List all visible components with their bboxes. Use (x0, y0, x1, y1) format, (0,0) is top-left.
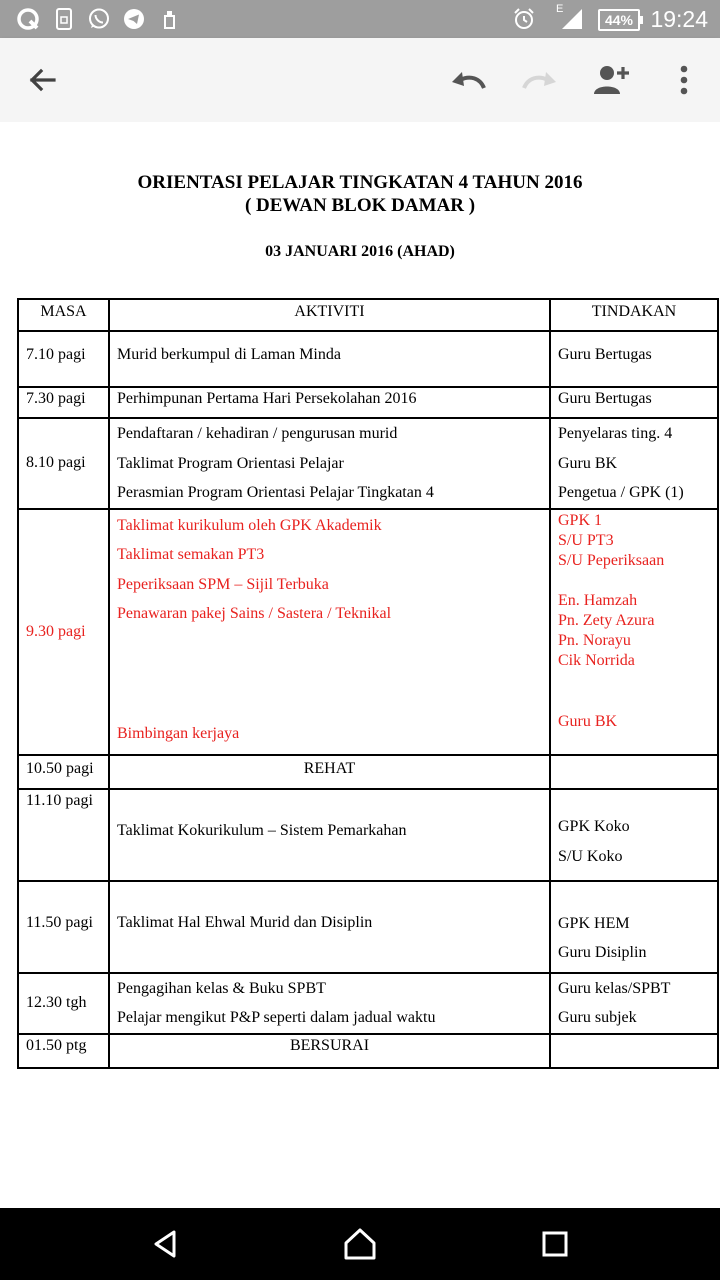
aktiviti-line: Pelajar mengikut P&P seperti dalam jadual waktu (117, 1009, 436, 1026)
table-row (18, 331, 718, 387)
tindakan-line: S/U Peperiksaan (558, 551, 665, 569)
aktiviti-cell (109, 755, 550, 789)
masa-cell: 7.30 pagi (18, 387, 109, 418)
aktiviti-line: Penawaran pakej Sains / Sastera / Teknikal (117, 605, 392, 622)
aktiviti-line: Bimbingan kerjaya (117, 724, 240, 742)
schedule-table (17, 298, 719, 1069)
masa-cell: 12.30 tgh (18, 973, 109, 1034)
q-app-icon (16, 7, 40, 31)
more-vert-icon[interactable] (664, 60, 704, 100)
tindakan-line: Guru BK (558, 454, 618, 472)
aktiviti-cell: Murid berkumpul di Laman Minda (109, 331, 550, 387)
document-page (0, 122, 720, 1208)
masa-cell: 8.10 pagi (18, 418, 109, 509)
tindakan-line: Pn. Norayu (558, 631, 631, 649)
table-row (18, 418, 718, 509)
table-header-row (18, 299, 718, 331)
aktiviti-cell (109, 418, 550, 509)
document-subtitle: ( DEWAN BLOK DAMAR ) (244, 195, 476, 216)
tindakan-cell (550, 973, 718, 1034)
header-masa: MASA (18, 299, 109, 331)
aktiviti-line: Taklimat semakan PT3 (117, 546, 265, 563)
alarm-icon (512, 7, 536, 31)
back-triangle-icon[interactable] (148, 1226, 184, 1262)
header-tindakan: TINDAKAN (550, 299, 718, 331)
navigation-bar (0, 1208, 720, 1280)
battery-icon: 44% (598, 9, 640, 31)
home-icon[interactable] (342, 1226, 378, 1262)
aktiviti-cell (109, 1034, 550, 1068)
aktiviti-line: Perasmian Program Orientasi Pelajar Tingkatan 4 (117, 484, 434, 501)
aktiviti-line: BERSURAI (289, 1036, 370, 1054)
masa-cell: 11.10 pagi (18, 789, 109, 881)
tindakan-cell: Guru Bertugas (550, 331, 718, 387)
telegram-icon (122, 7, 146, 31)
network-type-label: E (556, 3, 564, 15)
document-title: ORIENTASI PELAJAR TINGKATAN 4 TAHUN 2016 (137, 172, 583, 193)
aktiviti-cell (109, 509, 550, 755)
recents-icon[interactable] (537, 1226, 573, 1262)
tindakan-line: Cik Norrida (558, 651, 635, 669)
table-row (18, 1034, 718, 1068)
aktiviti-line: Pendaftaran / kehadiran / pengurusan murid (117, 425, 398, 442)
masa-cell: 10.50 pagi (18, 755, 109, 789)
masa-cell: 7.10 pagi (18, 331, 109, 387)
table-row (18, 789, 718, 881)
aktiviti-line: REHAT (303, 759, 356, 777)
aktiviti-line: Peperiksaan SPM – Sijil Terbuka (117, 575, 329, 593)
aktiviti-cell: Perhimpunan Pertama Hari Persekolahan 2016 (109, 387, 550, 418)
usb-icon (158, 7, 182, 31)
tindakan-line: Guru kelas/SPBT (558, 979, 671, 997)
tindakan-cell: Guru Bertugas (550, 387, 718, 418)
aktiviti-cell (109, 973, 550, 1034)
tindakan-line: Pn. Zety Azura (558, 611, 655, 629)
clock: 19:24 (650, 6, 708, 32)
tindakan-line: GPK 1 (558, 511, 603, 529)
masa-cell: 11.50 pagi (18, 881, 109, 973)
tindakan-cell (550, 1034, 718, 1068)
tindakan-line: S/U Koko (558, 847, 623, 865)
document-date: 03 JANUARI 2016 (AHAD) (265, 243, 455, 260)
whatsapp-icon (87, 7, 111, 31)
tindakan-line: Pengetua / GPK (1) (558, 484, 684, 501)
table-row (18, 387, 718, 418)
sim-icon (52, 7, 76, 31)
tindakan-line: S/U PT3 (558, 531, 614, 549)
tindakan-cell (550, 418, 718, 509)
table-row (18, 509, 718, 755)
aktiviti-cell: Taklimat Kokurikulum – Sistem Pemarkahan (109, 789, 550, 881)
masa-cell: 01.50 ptg (18, 1034, 109, 1068)
table-row (18, 973, 718, 1034)
header-aktiviti: AKTIVITI (109, 299, 550, 331)
masa-cell: 9.30 pagi (18, 509, 109, 755)
aktiviti-line: Taklimat Program Orientasi Pelajar (117, 454, 344, 472)
tindakan-cell (550, 881, 718, 973)
tindakan-line: GPK HEM (558, 914, 630, 932)
aktiviti-line: Taklimat kurikulum oleh GPK Akademik (117, 516, 382, 534)
table-row (18, 881, 718, 973)
tindakan-line: En. Hamzah (558, 591, 638, 609)
tindakan-line: Guru subjek (558, 1009, 637, 1026)
tindakan-cell (550, 509, 718, 755)
tindakan-line: Guru Disiplin (558, 944, 647, 961)
status-bar (0, 0, 720, 38)
tindakan-cell (550, 755, 718, 789)
tindakan-line: GPK Koko (558, 817, 630, 835)
undo-icon[interactable] (448, 60, 488, 100)
aktiviti-line: Pengagihan kelas & Buku SPBT (117, 979, 326, 997)
add-person-icon[interactable] (592, 60, 632, 100)
aktiviti-cell: Taklimat Hal Ehwal Murid dan Disiplin (109, 881, 550, 973)
back-arrow-icon[interactable] (22, 60, 62, 100)
table-row (18, 755, 718, 789)
tindakan-cell (550, 789, 718, 881)
toolbar (0, 38, 720, 122)
tindakan-line: Penyelaras ting. 4 (558, 425, 673, 442)
redo-icon[interactable] (520, 60, 560, 100)
tindakan-line: Guru BK (558, 712, 618, 730)
signal-icon (560, 7, 584, 31)
